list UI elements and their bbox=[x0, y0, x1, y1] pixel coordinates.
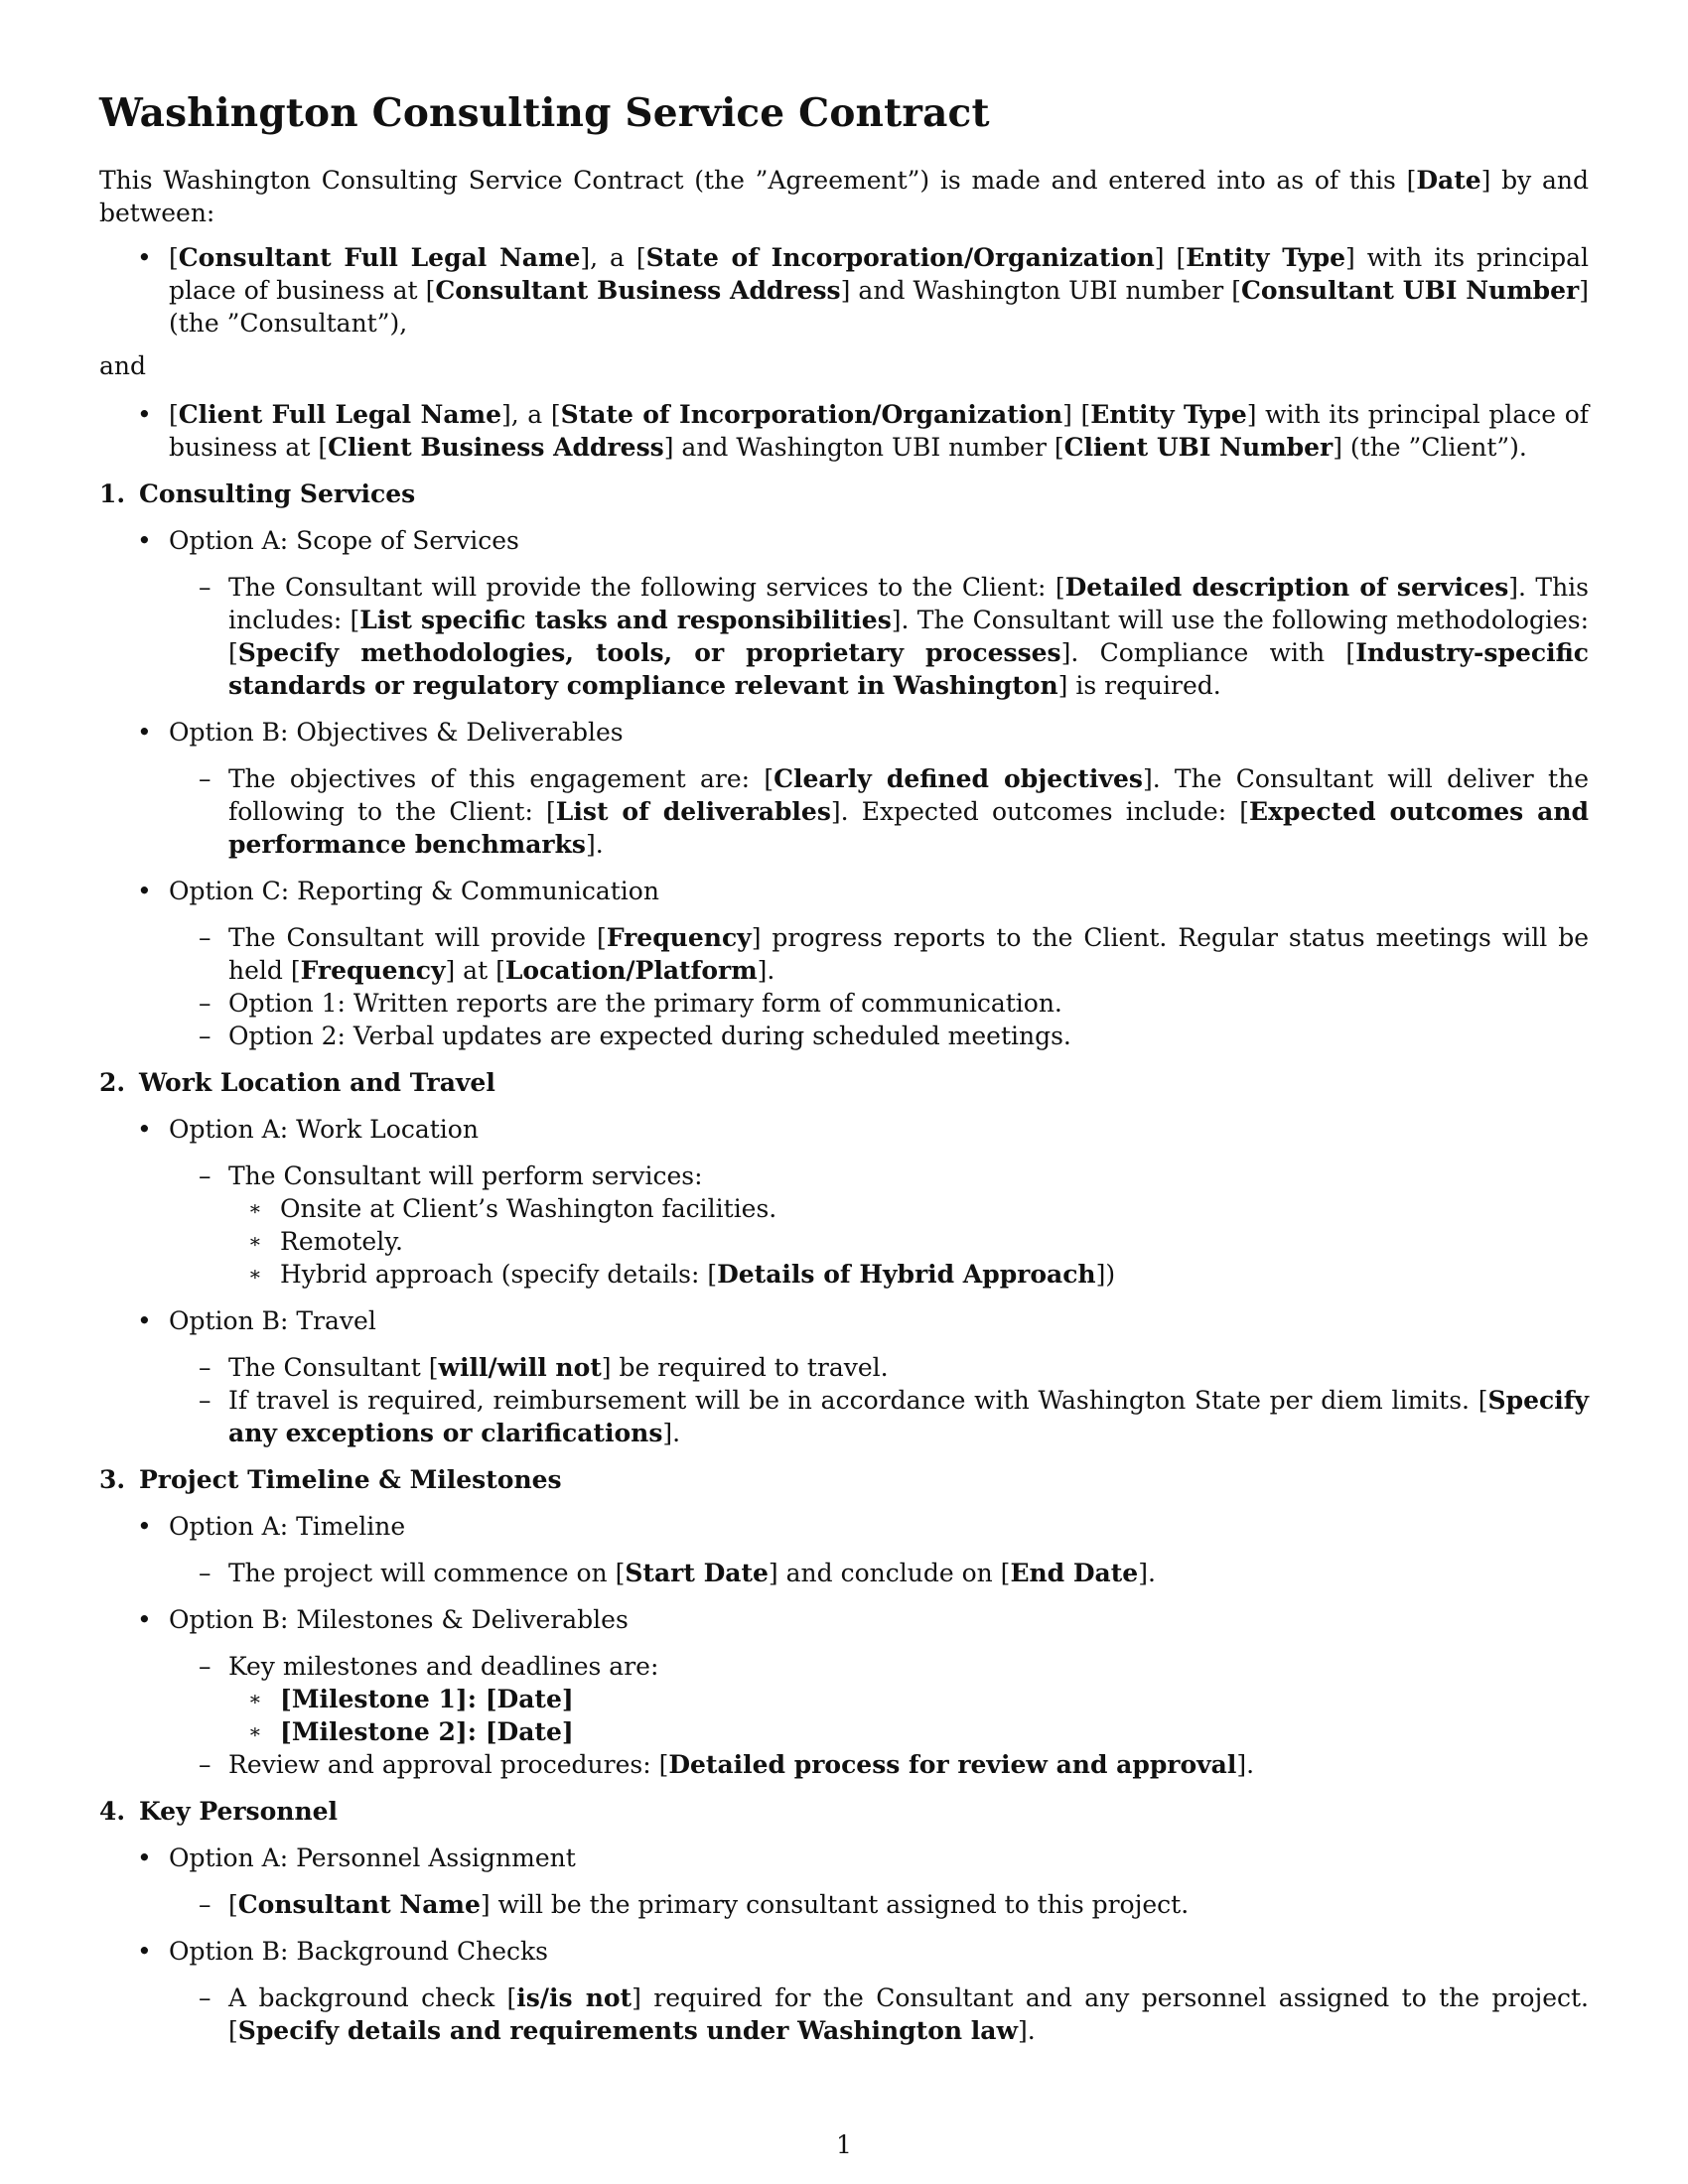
date-placeholder: Date bbox=[1416, 165, 1481, 195]
bullet: • bbox=[137, 717, 152, 747]
text: ]. Compliance with [ bbox=[1060, 637, 1356, 667]
option-text: Option A: Work Location bbox=[169, 1114, 479, 1144]
dash-bullet: – bbox=[199, 1651, 211, 1681]
dash-bullet: – bbox=[199, 1352, 211, 1382]
placeholder: Date bbox=[496, 1716, 562, 1746]
text: ] (the ”Consultant”), bbox=[169, 275, 1589, 338]
text: ] at [ bbox=[445, 955, 505, 985]
text: ] bbox=[455, 1684, 468, 1713]
bullet: • bbox=[137, 399, 152, 429]
text: Hybrid approach (specify details: [ bbox=[280, 1259, 718, 1289]
text: ], a [ bbox=[500, 399, 561, 429]
placeholder: List specific tasks and responsibilities bbox=[359, 605, 892, 634]
sub-item bbox=[99, 1683, 1589, 1715]
section-number: 4. bbox=[99, 1796, 126, 1826]
dash-bullet: – bbox=[199, 1982, 211, 2012]
section-title: Project Timeline & Milestones bbox=[139, 1464, 562, 1494]
placeholder: Specify any exceptions or clarifications bbox=[228, 1385, 1589, 1447]
placeholder: Consultant Full Legal Name bbox=[178, 242, 581, 272]
text: The Consultant will provide [ bbox=[228, 922, 607, 952]
text: : bbox=[467, 1716, 477, 1746]
placeholder: Client Business Address bbox=[328, 432, 664, 462]
section-work-location-travel bbox=[99, 1066, 1589, 1449]
section-heading bbox=[99, 478, 1589, 510]
placeholder: List of deliverables bbox=[555, 796, 831, 826]
option-block bbox=[99, 1842, 1589, 1921]
text: ] bbox=[455, 1716, 468, 1746]
star-bullet: ∗ bbox=[248, 1686, 262, 1710]
section-timeline-milestones bbox=[99, 1463, 1589, 1781]
text: ] progress reports to the Client. Regular status meetings will be held [ bbox=[228, 922, 1589, 985]
section-number: 3. bbox=[99, 1464, 126, 1494]
text: ]. This includes: [ bbox=[228, 572, 1589, 634]
client-party bbox=[99, 398, 1589, 464]
intro-text: This Washington Consulting Service Contract (the ”Agreement”) is made and entered into as of this [ bbox=[99, 165, 1417, 195]
option-label bbox=[99, 1304, 1589, 1337]
dash-bullet: – bbox=[199, 1160, 211, 1190]
section-heading bbox=[99, 1463, 1589, 1496]
option-detail bbox=[99, 1650, 1589, 1683]
placeholder: is/is not bbox=[516, 1982, 633, 2012]
text: Onsite at Client’s Washington facilities. bbox=[280, 1193, 777, 1223]
text: ] bbox=[561, 1716, 574, 1746]
text: ] will be the primary consultant assigned to this project. bbox=[480, 1889, 1190, 1919]
placeholder: Entity Type bbox=[1186, 242, 1346, 272]
sub-item bbox=[99, 1192, 1589, 1225]
bullet: • bbox=[137, 1843, 152, 1872]
option-label bbox=[99, 1842, 1589, 1874]
placeholder: Start Date bbox=[625, 1558, 769, 1587]
option-detail bbox=[99, 762, 1589, 861]
option-block bbox=[99, 1510, 1589, 1589]
option-label bbox=[99, 1935, 1589, 1968]
option-text: Option A: Scope of Services bbox=[169, 525, 519, 555]
section-number: 1. bbox=[99, 478, 126, 508]
option-detail bbox=[99, 571, 1589, 702]
placeholder: Frequency bbox=[606, 922, 752, 952]
text: The Consultant will perform services: bbox=[228, 1160, 703, 1190]
section-title: Consulting Services bbox=[139, 478, 416, 508]
text: The objectives of this engagement are: [ bbox=[228, 763, 774, 793]
option-detail bbox=[99, 1981, 1589, 2047]
document-title: Washington Consulting Service Contract bbox=[99, 90, 990, 136]
dash-bullet: – bbox=[199, 922, 211, 952]
placeholder: Location/Platform bbox=[504, 955, 758, 985]
text: ] and Washington UBI number [ bbox=[663, 432, 1064, 462]
bullet: • bbox=[137, 242, 152, 272]
option-block bbox=[99, 1304, 1589, 1449]
section-heading bbox=[99, 1795, 1589, 1828]
bullet: • bbox=[137, 1114, 152, 1144]
option-detail bbox=[99, 1351, 1589, 1384]
party-list-consultant bbox=[99, 241, 1589, 340]
option-label bbox=[99, 875, 1589, 907]
section-title: Work Location and Travel bbox=[139, 1067, 495, 1097]
placeholder: Detailed description of services bbox=[1064, 572, 1509, 602]
text: ]. bbox=[757, 955, 775, 985]
text: ]. The Consultant will deliver the following to the Client: [ bbox=[228, 763, 1589, 826]
star-bullet: ∗ bbox=[248, 1195, 262, 1220]
placeholder: Industry-specific standards or regulatory compliance relevant in Washington bbox=[228, 637, 1589, 700]
dash-bullet: – bbox=[199, 1889, 211, 1919]
text: Option 1: Written reports are the primary form of communication. bbox=[228, 988, 1062, 1018]
dash-bullet: – bbox=[199, 763, 211, 793]
consultant-party bbox=[99, 241, 1589, 340]
section-key-personnel bbox=[99, 1795, 1589, 2047]
star-bullet: ∗ bbox=[248, 1228, 262, 1253]
bullet: • bbox=[137, 1511, 152, 1541]
text: Review and approval procedures: [ bbox=[228, 1749, 669, 1779]
option-detail bbox=[99, 1020, 1589, 1052]
page-number: 1 bbox=[836, 2130, 852, 2159]
text: ] (the ”Client”). bbox=[1333, 432, 1527, 462]
option-detail bbox=[99, 987, 1589, 1020]
option-text: Option A: Personnel Assignment bbox=[169, 1843, 576, 1872]
placeholder: Detailed process for review and approval bbox=[668, 1749, 1237, 1779]
option-detail bbox=[99, 1384, 1589, 1449]
text: [ bbox=[280, 1684, 292, 1713]
text: A background check [ bbox=[228, 1982, 517, 2012]
dash-bullet: – bbox=[199, 572, 211, 602]
option-text: Option B: Travel bbox=[169, 1305, 376, 1335]
intro-paragraph bbox=[99, 164, 1589, 229]
text: The project will commence on [ bbox=[228, 1558, 626, 1587]
sub-item bbox=[99, 1225, 1589, 1258]
placeholder: Expected outcomes and performance benchmarks bbox=[228, 796, 1589, 859]
dash-bullet: – bbox=[199, 1021, 211, 1050]
intro-text: ] by and between: bbox=[99, 165, 1589, 227]
contract-page bbox=[99, 91, 1589, 2047]
placeholder: State of Incorporation/Organization bbox=[645, 242, 1155, 272]
bullet: • bbox=[137, 1305, 152, 1335]
option-text: Option C: Reporting & Communication bbox=[169, 876, 659, 905]
text: ] is required. bbox=[1057, 670, 1221, 700]
text: [ bbox=[169, 399, 179, 429]
and-connector: and bbox=[99, 350, 147, 380]
option-label bbox=[99, 1510, 1589, 1543]
option-detail bbox=[99, 1888, 1589, 1921]
placeholder: Date bbox=[496, 1684, 562, 1713]
text: ] and conclude on [ bbox=[768, 1558, 1011, 1587]
text: [ bbox=[476, 1684, 497, 1713]
bullet: • bbox=[137, 1604, 152, 1634]
text: ] be required to travel. bbox=[601, 1352, 889, 1382]
text: : bbox=[467, 1684, 477, 1713]
text: Key milestones and deadlines are: bbox=[228, 1651, 659, 1681]
option-detail bbox=[99, 921, 1589, 987]
bullet: • bbox=[137, 525, 152, 555]
text: [ bbox=[169, 242, 179, 272]
text: ] with its principal place of business at [ bbox=[169, 399, 1589, 462]
placeholder: Consultant UBI Number bbox=[1241, 275, 1580, 305]
sub-item bbox=[99, 1258, 1589, 1291]
option-label bbox=[99, 716, 1589, 749]
option-text: Option B: Objectives & Deliverables bbox=[169, 717, 624, 747]
option-detail bbox=[99, 1748, 1589, 1781]
text: ]) bbox=[1095, 1259, 1116, 1289]
section-consulting-services bbox=[99, 478, 1589, 1052]
placeholder: Details of Hybrid Approach bbox=[717, 1259, 1096, 1289]
option-detail bbox=[99, 1160, 1589, 1192]
option-block bbox=[99, 524, 1589, 702]
placeholder: Entity Type bbox=[1090, 399, 1247, 429]
text: ] and Washington UBI number [ bbox=[840, 275, 1241, 305]
bullet: • bbox=[137, 876, 152, 905]
option-block bbox=[99, 1113, 1589, 1291]
section-heading bbox=[99, 1066, 1589, 1099]
placeholder: End Date bbox=[1010, 1558, 1139, 1587]
text: [ bbox=[280, 1716, 292, 1746]
placeholder: Client Full Legal Name bbox=[178, 399, 501, 429]
option-label bbox=[99, 1113, 1589, 1146]
star-bullet: ∗ bbox=[248, 1261, 262, 1286]
option-label bbox=[99, 1603, 1589, 1636]
dash-bullet: – bbox=[199, 1385, 211, 1415]
placeholder: Clearly defined objectives bbox=[774, 763, 1143, 793]
placeholder: Consultant Name bbox=[237, 1889, 481, 1919]
text: Option 2: Verbal updates are expected during scheduled meetings. bbox=[228, 1021, 1071, 1050]
text: [ bbox=[228, 1889, 238, 1919]
text: ]. Expected outcomes include: [ bbox=[830, 796, 1250, 826]
placeholder: Frequency bbox=[300, 955, 446, 985]
text: ]. bbox=[1017, 2015, 1036, 2045]
placeholder: State of Incorporation/Organization bbox=[560, 399, 1063, 429]
dash-bullet: – bbox=[199, 1749, 211, 1779]
option-block bbox=[99, 716, 1589, 861]
text: ] bbox=[561, 1684, 574, 1713]
text: If travel is required, reimbursement will be in accordance with Washington State per diem limits. [ bbox=[228, 1385, 1488, 1415]
option-text: Option A: Timeline bbox=[169, 1511, 406, 1541]
text: Remotely. bbox=[280, 1226, 403, 1256]
bullet: • bbox=[137, 1936, 152, 1966]
dash-bullet: – bbox=[199, 988, 211, 1018]
text: ] required for the Consultant and any personnel assigned to the project. [ bbox=[228, 1982, 1589, 2045]
text: ]. The Consultant will use the following methodologies: [ bbox=[228, 605, 1590, 667]
text: ]. bbox=[1236, 1749, 1255, 1779]
text: ]. bbox=[1138, 1558, 1156, 1587]
text: The Consultant will provide the following services to the Client: [ bbox=[228, 572, 1065, 602]
text: ] [ bbox=[1154, 242, 1187, 272]
text: ]. bbox=[586, 829, 604, 859]
section-number: 2. bbox=[99, 1067, 126, 1097]
option-block bbox=[99, 1935, 1589, 2047]
option-label bbox=[99, 524, 1589, 557]
option-block bbox=[99, 875, 1589, 1052]
placeholder: Specify details and requirements under Washington law bbox=[237, 2015, 1018, 2045]
option-text: Option B: Background Checks bbox=[169, 1936, 548, 1966]
dash-bullet: – bbox=[199, 1558, 211, 1587]
placeholder: Milestone 2 bbox=[291, 1716, 456, 1746]
placeholder: Milestone 1 bbox=[291, 1684, 456, 1713]
option-block bbox=[99, 1603, 1589, 1781]
placeholder: Client UBI Number bbox=[1063, 432, 1334, 462]
star-bullet: ∗ bbox=[248, 1718, 262, 1743]
option-detail bbox=[99, 1557, 1589, 1589]
text: The Consultant [ bbox=[228, 1352, 439, 1382]
text: ]. bbox=[662, 1418, 681, 1447]
placeholder: Consultant Business Address bbox=[435, 275, 841, 305]
placeholder: will/will not bbox=[438, 1352, 602, 1382]
text: ] [ bbox=[1062, 399, 1091, 429]
party-list-client bbox=[99, 398, 1589, 464]
text: ] with its principal place of business at [ bbox=[169, 242, 1589, 305]
section-title: Key Personnel bbox=[139, 1796, 339, 1826]
text: ], a [ bbox=[580, 242, 646, 272]
sub-item bbox=[99, 1715, 1589, 1748]
text: [ bbox=[476, 1716, 497, 1746]
option-text: Option B: Milestones & Deliverables bbox=[169, 1604, 629, 1634]
placeholder: Specify methodologies, tools, or proprietary processes bbox=[237, 637, 1061, 667]
